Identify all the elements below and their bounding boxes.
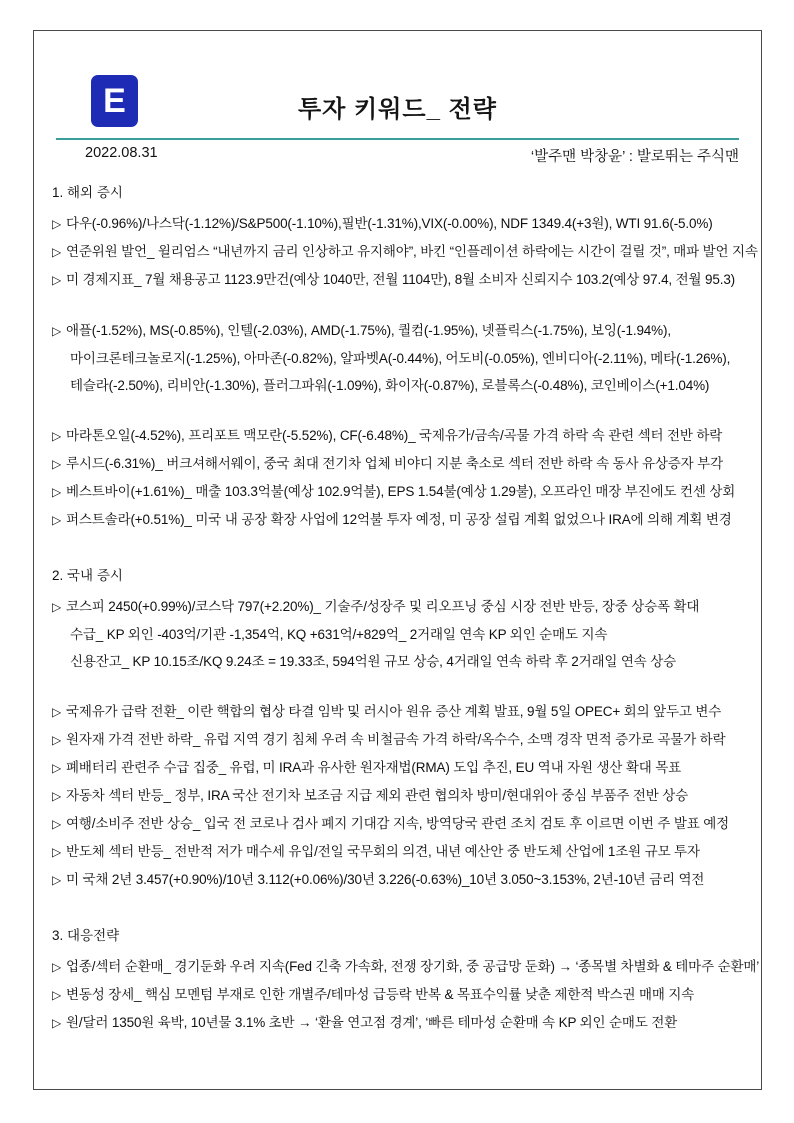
line-text: 변동성 장세_ 핵심 모멘텀 부재로 인한 개별주/테마성 급등락 반복 & 목표수익률 낮춘 제한적 박스권 매매 지속 xyxy=(66,987,695,1002)
triangle-bullet-icon: ▷ xyxy=(52,457,62,471)
brand-logo-letter: E xyxy=(103,82,126,120)
header-meta-row xyxy=(34,145,761,173)
triangle-bullet-icon: ▷ xyxy=(52,324,62,338)
bullet-line xyxy=(52,754,761,782)
bullet-line xyxy=(52,782,761,810)
line-text: 원자재 가격 전반 하락_ 유럽 지역 경기 침체 우려 속 비철금속 가격 하락/옥수수, 소맥 경작 면적 증가로 곡물가 하락 xyxy=(66,732,726,747)
document-header xyxy=(34,31,761,133)
triangle-bullet-icon: ▷ xyxy=(52,273,62,287)
continuation-line xyxy=(70,621,761,648)
page-title: 투자 키워드_ 전략 xyxy=(298,96,497,123)
triangle-bullet-icon: ▷ xyxy=(52,485,62,499)
line-text: 원/달러 1350원 육박, 10년물 3.1% 초반 → ‘환율 연고점 경계’, ‘빠른 테마성 순환매 속 KP 외인 순매도 전환 xyxy=(66,1015,678,1030)
line-text: 수급_ KP 외인 -403억/기관 -1,354억, KQ +631억/+829억_ 2거래일 연속 KP 외인 순매도 지속 xyxy=(70,627,608,642)
bullet-line xyxy=(52,1009,761,1037)
line-text: 베스트바이(+1.61%)_ 매출 103.3억불(예상 102.9억불), EPS 1.54불(예상 1.29불), 오프라인 매장 부진에도 컨센 상회 xyxy=(66,484,736,499)
bullet-group xyxy=(34,593,761,675)
triangle-bullet-icon: ▷ xyxy=(52,217,62,231)
bullet-line xyxy=(52,953,761,981)
bullet-group xyxy=(34,953,761,1037)
triangle-bullet-icon: ▷ xyxy=(52,873,62,887)
title-spacer xyxy=(34,584,761,593)
bullet-group xyxy=(34,698,761,894)
triangle-bullet-icon: ▷ xyxy=(52,960,62,974)
triangle-bullet-icon: ▷ xyxy=(52,733,62,747)
title-spacer xyxy=(34,944,761,953)
bullet-line xyxy=(52,450,761,478)
line-text: 폐배터리 관련주 수급 집중_ 유럽, 미 IRA과 유사한 원자재법(RMA) 도입 추진, EU 역내 자원 생산 확대 목표 xyxy=(66,760,681,775)
triangle-bullet-icon: ▷ xyxy=(52,817,62,831)
line-text: 반도체 섹터 반등_ 전반적 저가 매수세 유입/전일 국무회의 의견, 내년 예산안 중 반도체 산업에 1조원 규모 투자 xyxy=(66,844,700,859)
group-spacer xyxy=(34,294,761,317)
document-date: 2022.08.31 xyxy=(85,145,158,161)
line-text: 루시드(-6.31%)_ 버크셔해서웨이, 중국 최대 전기차 업체 비야디 지분 축소로 섹터 전반 하락 속 동사 유상증자 부각 xyxy=(66,456,723,471)
section-title: 3. 대응전략 xyxy=(52,928,120,943)
bullet-line xyxy=(52,726,761,754)
triangle-bullet-icon: ▷ xyxy=(52,600,62,614)
bullet-line xyxy=(52,981,761,1009)
bullet-line xyxy=(52,238,761,266)
bullet-group xyxy=(34,210,761,294)
header-divider xyxy=(56,138,739,140)
line-text: 애플(-1.52%), MS(-0.85%), 인텔(-2.03%), AMD(-1.75%), 퀄컴(-1.95%), 넷플릭스(-1.75%), 보잉(-1.94%), xyxy=(66,323,671,338)
bullet-line xyxy=(52,210,761,238)
continuation-line xyxy=(70,648,761,675)
group-spacer xyxy=(34,675,761,698)
bullet-line xyxy=(52,810,761,838)
bullet-line xyxy=(52,506,761,534)
triangle-bullet-icon: ▷ xyxy=(52,761,62,775)
line-text: 퍼스트솔라(+0.51%)_ 미국 내 공장 확장 사업에 12억불 투자 예정, 미 공장 설립 계획 없었으나 IRA에 의해 계획 변경 xyxy=(66,512,732,527)
line-text: 다우(-0.96%)/나스닥(-1.12%)/S&P500(-1.10%),필반(-1.31%),VIX(-0.00%), NDF 1349.4(+3원), WTI 91.6(-5.0%) xyxy=(66,216,713,231)
line-text: 마이크론테크놀로지(-1.25%), 아마존(-0.82%), 알파벳A(-0.44%), 어도비(-0.05%), 엔비디아(-2.11%), 메타(-1.26%), xyxy=(70,351,731,366)
section-title: 1. 해외 증시 xyxy=(52,185,123,200)
triangle-bullet-icon: ▷ xyxy=(52,513,62,527)
section-title: 2. 국내 증시 xyxy=(52,568,123,583)
title-spacer xyxy=(34,201,761,210)
section-spacer xyxy=(34,894,761,924)
bullet-line xyxy=(52,478,761,506)
line-text: 미 경제지표_ 7월 채용공고 1123.9만건(예상 1040만, 전월 1104만), 8월 소비자 신뢰지수 103.2(예상 97.4, 전월 95.3) xyxy=(66,272,736,287)
line-text: 미 국채 2년 3.457(+0.90%)/10년 3.112(+0.06%)/30년 3.226(-0.63%)_10년 3.050~3.153%, 2년-10년 금리 역전 xyxy=(66,872,705,887)
triangle-bullet-icon: ▷ xyxy=(52,245,62,259)
line-text: 국제유가 급락 전환_ 이란 핵합의 협상 타결 임박 및 러시아 원유 증산 계획 발표, 9월 5일 OPEC+ 회의 앞두고 변수 xyxy=(66,704,722,719)
document-page xyxy=(33,30,762,1090)
bullet-group xyxy=(34,422,761,534)
triangle-bullet-icon: ▷ xyxy=(52,429,62,443)
bullet-group xyxy=(34,317,761,399)
triangle-bullet-icon: ▷ xyxy=(52,705,62,719)
author-byline: ‘발주맨 박창윤’ : 발로뛰는 주식맨 xyxy=(530,149,739,165)
document-body xyxy=(34,181,761,1037)
bullet-line xyxy=(52,593,761,621)
triangle-bullet-icon: ▷ xyxy=(52,988,62,1002)
triangle-bullet-icon: ▷ xyxy=(52,845,62,859)
line-text: 신용잔고_ KP 10.15조/KQ 9.24조 = 19.33조, 594억원 규모 상승, 4거래일 연속 하락 후 2거래일 연속 상승 xyxy=(70,654,677,669)
continuation-line xyxy=(70,345,761,372)
group-spacer xyxy=(34,399,761,422)
line-text: 테슬라(-2.50%), 리비안(-1.30%), 플러그파워(-1.09%), 화이자(-0.87%), 로블록스(-0.48%), 코인베이스(+1.04%) xyxy=(70,378,710,393)
line-text: 여행/소비주 전반 상승_ 입국 전 코로나 검사 폐지 기대감 지속, 방역당국 관련 조치 검토 후 이르면 이번 주 발표 예정 xyxy=(66,816,730,831)
triangle-bullet-icon: ▷ xyxy=(52,789,62,803)
line-text: 코스피 2450(+0.99%)/코스닥 797(+2.20%)_ 기술주/성장주 및 리오프닝 중심 시장 전반 반등, 장중 상승폭 확대 xyxy=(66,599,700,614)
bullet-line xyxy=(52,866,761,894)
line-text: 자동차 섹터 반등_ 정부, IRA 국산 전기차 보조금 지급 제외 관련 협의차 방미/현대위아 중심 부품주 전반 상승 xyxy=(66,788,689,803)
triangle-bullet-icon: ▷ xyxy=(52,1016,62,1030)
bullet-line xyxy=(52,838,761,866)
bullet-line xyxy=(52,698,761,726)
bullet-line xyxy=(52,317,761,345)
bullet-line xyxy=(52,266,761,294)
line-text: 마라톤오일(-4.52%), 프리포트 맥모란(-5.52%), CF(-6.48%)_ 국제유가/금속/곡물 가격 하락 속 관련 섹터 전반 하락 xyxy=(66,428,723,443)
bullet-line xyxy=(52,422,761,450)
line-text: 업종/섹터 순환매_ 경기둔화 우려 지속(Fed 긴축 가속화, 전쟁 장기화, 중 공급망 둔화) → ‘종목별 차별화 & 테마주 순환매’ xyxy=(66,959,760,974)
continuation-line xyxy=(70,372,761,399)
section-spacer xyxy=(34,534,761,564)
line-text: 연준위원 발언_ 윌리엄스 “내년까지 금리 인상하고 유지해야”, 바킨 “인플레이션 하락에는 시간이 걸릴 것”, 매파 발언 지속 xyxy=(66,244,758,259)
